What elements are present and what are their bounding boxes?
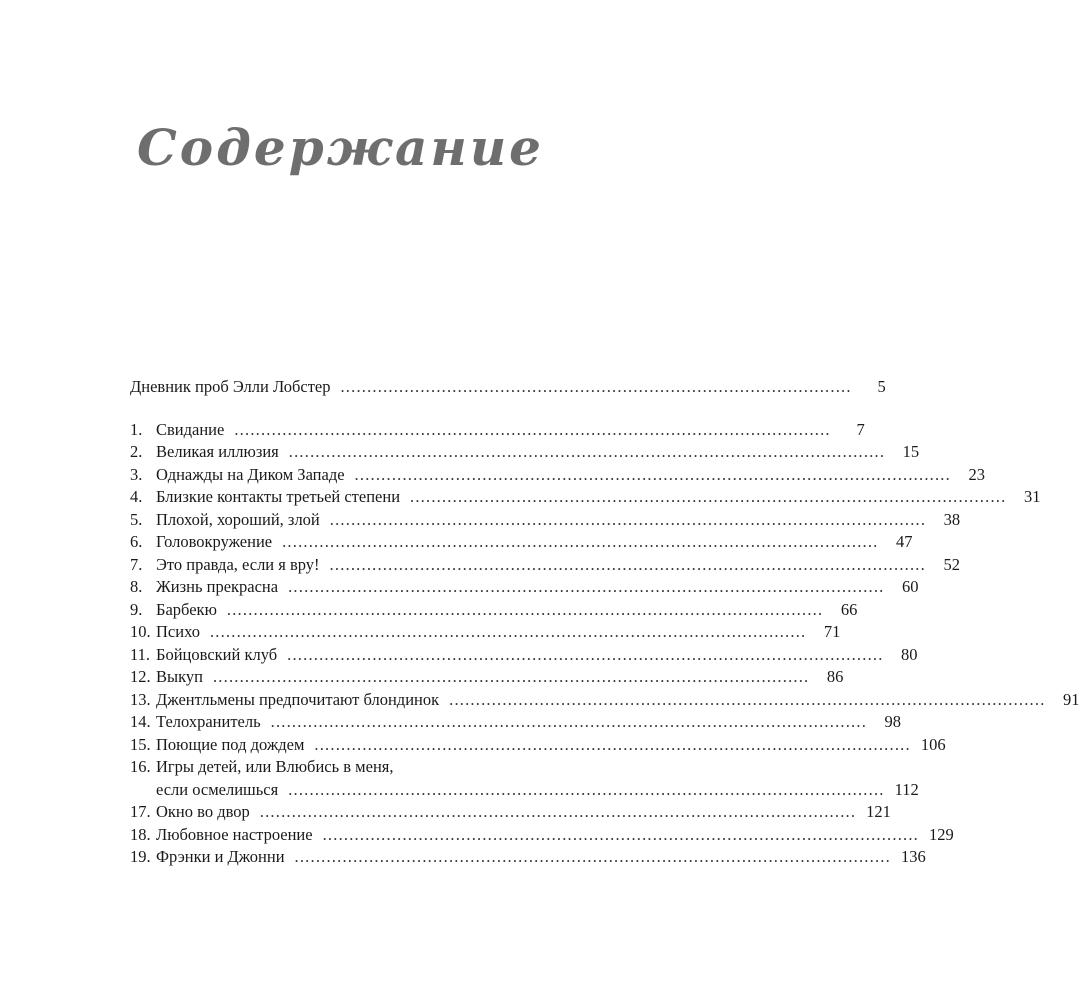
toc-entry	[130, 464, 985, 487]
toc-entry-number: 4.	[130, 487, 143, 506]
dot-leader: ................................................................................................................	[354, 464, 951, 484]
dot-leader: ................................................................................................................	[329, 554, 926, 574]
toc-entry-page: 38	[943, 509, 961, 529]
toc-entry-title: Телохранитель	[156, 712, 261, 731]
toc-entry	[130, 689, 1080, 712]
dot-leader: ................................................................................................................	[288, 779, 885, 799]
toc-entry	[130, 801, 891, 824]
toc-entry	[130, 824, 954, 847]
toc-entry-page: 23	[968, 464, 985, 484]
toc-entry-title: Великая иллюзия	[156, 442, 279, 461]
toc-entry-page: 31	[1023, 487, 1041, 506]
dot-leader: ................................................................................................................	[288, 577, 885, 596]
toc-entry-title: Плохой, хороший, злой	[156, 509, 320, 529]
toc-entry-page: 71	[823, 622, 841, 641]
toc-entry	[130, 554, 960, 577]
toc-entry-number: 13.	[130, 689, 151, 709]
toc-entry-title: Это правда, если я вру!	[156, 554, 320, 574]
toc-entry-number: 1.	[130, 419, 143, 439]
toc-entry	[130, 576, 919, 599]
toc-entry-title: Выкуп	[156, 667, 203, 686]
toc-intro-entry	[130, 376, 886, 399]
toc-entry-title: Любовное настроение	[156, 824, 313, 844]
toc-entry-number: 2.	[130, 442, 143, 461]
toc-entry-page: 106	[920, 734, 946, 754]
toc-entry-title: Головокружение	[156, 532, 273, 551]
dot-leader: ................................................................................................................	[226, 599, 824, 619]
toc-entry	[130, 711, 902, 734]
toc-entry-title: Психо	[156, 622, 200, 641]
dot-leader: ................................................................................................	[340, 377, 852, 396]
toc-entry-title: Жизнь прекрасна	[156, 577, 279, 596]
toc-entry-number: 3.	[130, 464, 143, 484]
toc-entry-title: Однажды на Диком Западе	[156, 464, 345, 484]
toc-entry	[130, 666, 844, 689]
toc-entry-number: 19.	[130, 847, 151, 866]
toc-entry-number: 14.	[130, 712, 151, 731]
toc-entry-page: 15	[902, 442, 920, 461]
dot-leader: ................................................................................................................	[282, 532, 879, 551]
toc-entry-title: Игры детей, или Влюбись в меня,	[156, 757, 394, 776]
toc-entry-page: 47	[896, 532, 913, 551]
toc-entry-title: Джентльмены предпочитают блондинок	[156, 689, 440, 709]
dot-leader: ................................................................................................................	[329, 509, 927, 529]
toc-entry-page: 7	[856, 419, 865, 439]
dot-leader: ................................................................................................................	[270, 712, 868, 731]
dot-leader: ................................................................................................................	[212, 667, 810, 686]
toc-entry-page: 98	[884, 712, 902, 731]
toc-entry-title: Бойцовский клуб	[156, 644, 278, 664]
dot-leader: ................................................................................................................	[288, 442, 886, 461]
toc-entry-title: Дневник проб Элли Лобстер	[130, 377, 331, 396]
toc-entry-page: 80	[901, 644, 918, 664]
toc-entry-number: 17.	[130, 802, 151, 821]
toc-entry	[130, 599, 858, 622]
toc-entry-title: Фрэнки и Джонни	[156, 847, 285, 866]
toc-entry-number: 9.	[130, 599, 143, 619]
toc-entry	[130, 734, 946, 757]
dot-leader: ................................................................................................................	[314, 734, 911, 754]
toc-entry	[130, 644, 918, 667]
toc-entry-number: 5.	[130, 509, 143, 529]
toc-entry-title: Свидание	[156, 419, 225, 439]
toc-entry	[130, 509, 961, 532]
toc-entry-page: 112	[894, 779, 919, 799]
toc-entry-page: 66	[840, 599, 858, 619]
toc-entry-title: Барбекю	[156, 599, 217, 619]
toc-entry-title: Поющие под дождем	[156, 734, 305, 754]
dot-leader: ................................................................................................................	[209, 622, 807, 641]
toc-entry-page: 5	[877, 377, 886, 396]
toc-entry	[130, 419, 865, 442]
toc-entry-number: 11.	[130, 644, 151, 664]
table-of-contents	[130, 376, 1080, 869]
dot-leader: ................................................................................................................	[259, 802, 857, 821]
page-title: Содержание	[137, 118, 544, 177]
toc-entry	[130, 621, 841, 644]
toc-entry-continuation	[130, 779, 919, 802]
dot-leader: ................................................................................................................	[287, 644, 884, 664]
toc-entry	[130, 441, 920, 464]
toc-entry-page: 60	[902, 577, 919, 596]
toc-entry-page: 91	[1063, 689, 1080, 709]
toc-entry-number: 16.	[130, 757, 151, 776]
toc-entry-number: 6.	[130, 532, 143, 551]
toc-entry-title: Близкие контакты третьей степени	[156, 487, 401, 506]
toc-entry-number: 7.	[130, 554, 143, 574]
chapter-list	[130, 419, 1080, 869]
toc-entry-title: Окно во двор	[156, 802, 250, 821]
toc-entry-number: 10.	[130, 622, 151, 641]
dot-leader: ................................................................................................................	[234, 419, 831, 439]
toc-entry-number: 15.	[130, 734, 151, 754]
dot-leader: ................................................................................................................	[410, 487, 1007, 506]
toc-entry	[130, 846, 926, 869]
toc-entry-page: 136	[900, 847, 926, 866]
toc-entry-number: 18.	[130, 824, 151, 844]
dot-leader: ................................................................................................................	[294, 847, 891, 866]
toc-entry-page: 121	[866, 802, 891, 821]
toc-entry	[130, 531, 913, 554]
toc-entry	[130, 486, 1041, 509]
toc-entry-page: 129	[929, 824, 954, 844]
dot-leader: ................................................................................................................	[449, 689, 1046, 709]
toc-entry-number: 12.	[130, 667, 151, 686]
dot-leader: ................................................................................................................	[322, 824, 919, 844]
toc-entry-page: 86	[826, 667, 844, 686]
toc-entry	[130, 756, 562, 779]
toc-entry-number: 8.	[130, 577, 143, 596]
toc-entry-title-continued: если осмелишься	[156, 779, 279, 799]
toc-entry-page: 52	[943, 554, 960, 574]
